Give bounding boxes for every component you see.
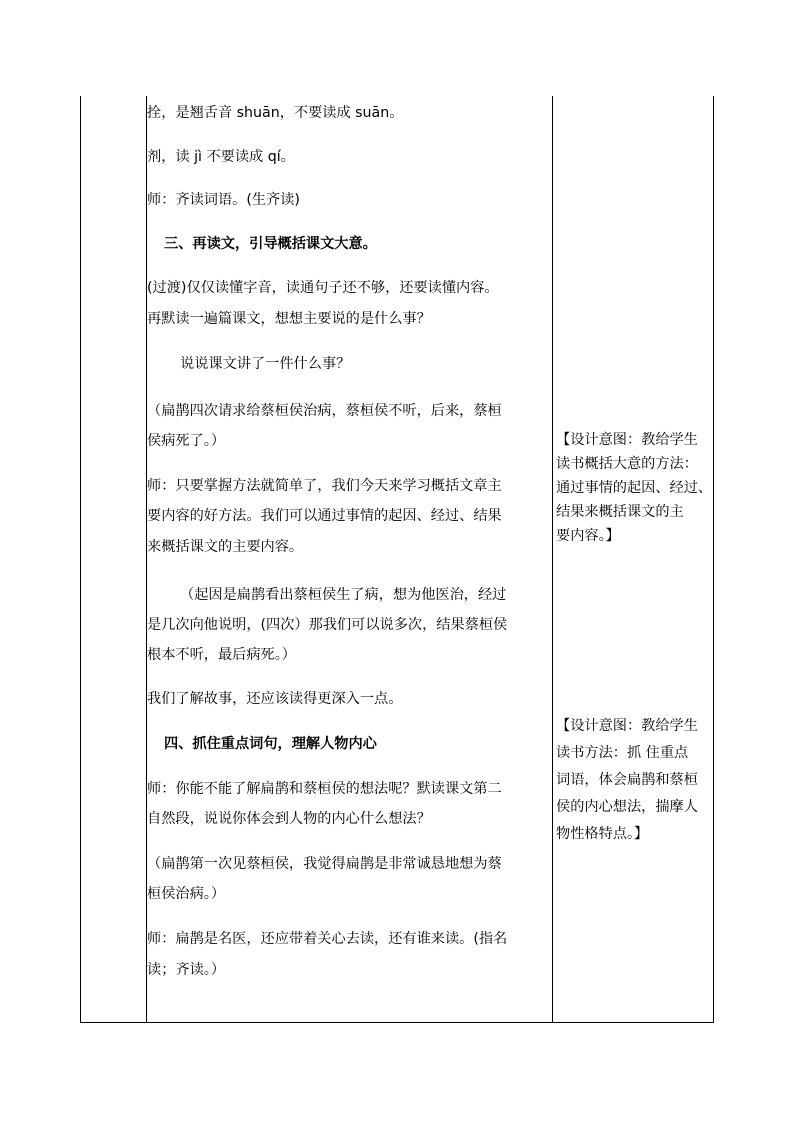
paragraph: 再默读一遍篇课文，想想主要说的是什么事？ (147, 311, 431, 327)
note-line: 通过事情的起因、经过、 (556, 480, 713, 496)
note-line: 【设计意图：教给学生 (556, 432, 698, 448)
note-line: 结果来概括课文的主 (556, 504, 684, 520)
paragraph: 我们了解故事，还应该读得更深入一点。 (147, 691, 403, 707)
paragraph: 读；齐读。） (147, 962, 226, 978)
note-line: 侯的内心想法，揣摩人 (556, 799, 698, 815)
paragraph: 要内容的好方法。我们可以通过事情的起因、经过、结果 (147, 508, 502, 524)
paragraph: 根本不听，最后病死。） (147, 647, 296, 663)
note-line: 读书概括大意的方法： (556, 456, 698, 472)
paragraph: 桓侯治病。） (147, 886, 226, 902)
paragraph: 自然段，说说你体会到人物的内心什么想法？ (147, 811, 431, 827)
paragraph: 来概括课文的主要内容。 (147, 539, 304, 555)
note-line: 物性格特点。】 (556, 826, 649, 842)
paragraph: 拴，是翘舌音 shuān，不要读成 suān。 (147, 105, 404, 121)
paragraph: （扁鹊第一次见蔡桓侯，我觉得扁鹊是非常诚恳地想为蔡 (147, 856, 502, 872)
paragraph: 侯病死了。） (147, 433, 226, 449)
paragraph: 是几次向他说明，(四次）那我们可以说多次，结果蔡桓侯 (147, 617, 508, 633)
table-border-col2 (552, 96, 553, 1023)
paragraph: （扁鹊四次请求给蔡桓侯治病，蔡桓侯不听，后来，蔡桓 (147, 403, 502, 419)
note-line: 【设计意图：教给学生 (556, 718, 698, 734)
paragraph: (过渡)仅仅读懂字音，读通句子还不够，还要读懂内容。 (147, 280, 499, 296)
note-line: 读书方法：抓 住重点 (556, 745, 689, 761)
table-border-right (713, 96, 714, 1023)
note-line: 要内容。】 (556, 528, 620, 544)
paragraph: 说说课文讲了一件什么事？ (180, 356, 351, 372)
paragraph: 剂，读 jì 不要读成 qí。 (147, 149, 295, 165)
section-heading-3: 三、再读文，引导概括课文大意。 (164, 236, 377, 252)
section-heading-4: 四、抓住重点词句，理解人物内心 (164, 736, 377, 752)
paragraph: 师：你能不能了解扁鹊和蔡桓侯的想法呢？默读课文第二 (147, 781, 502, 797)
paragraph: （起因是扁鹊看出蔡桓侯生了病，想为他医治，经过 (180, 587, 507, 603)
paragraph: 师：齐读词语。(生齐读) (147, 192, 300, 208)
table-border-bottom (80, 1022, 714, 1023)
note-line: 词语，体会扁鹊和蔡桓 (556, 772, 698, 788)
table-border-left (80, 96, 81, 1023)
paragraph: 师：只要掌握方法就简单了，我们今天来学习概括文章主 (147, 478, 502, 494)
paragraph: 师：扁鹊是名医，还应带着关心去读，还有谁来读。(指名 (147, 931, 508, 947)
